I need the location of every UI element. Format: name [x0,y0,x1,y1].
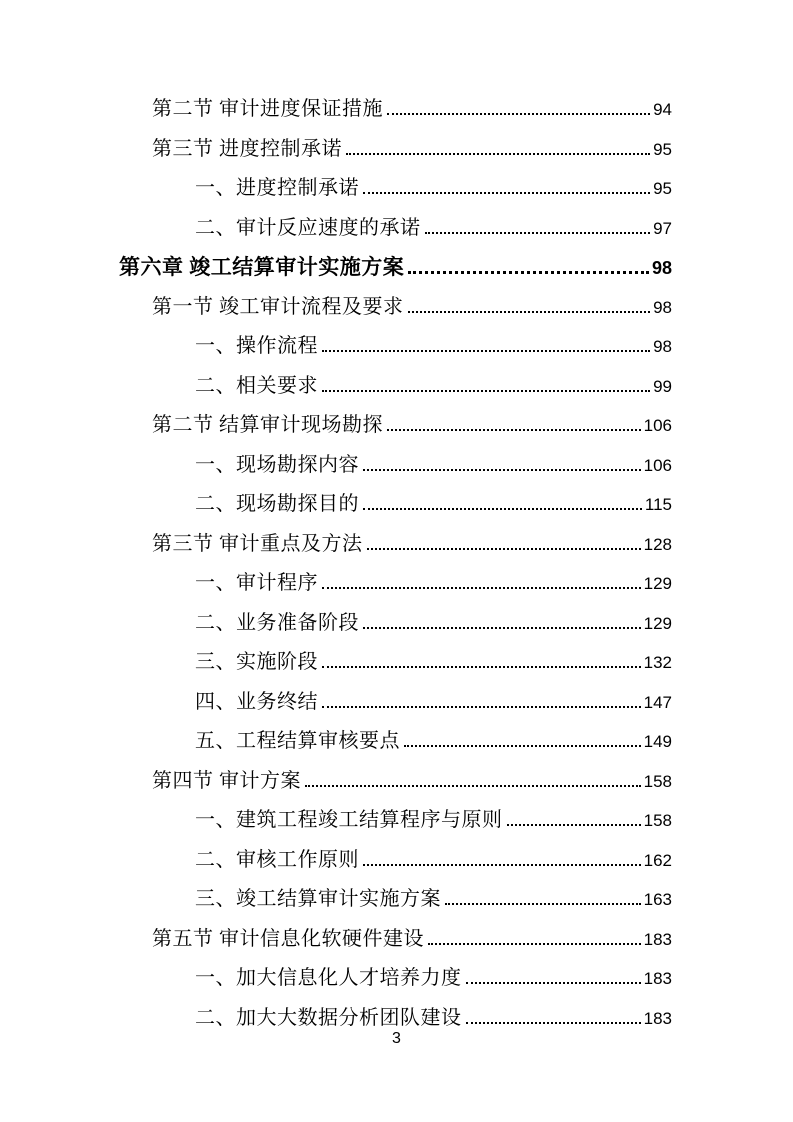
toc-entry-label: 一、加大信息化人才培养力度 [195,967,462,989]
toc-entry-page: 183 [643,969,672,988]
toc-entry[interactable] [195,690,672,715]
toc-entry-label: 四、业务终结 [195,690,318,713]
toc-entry-page: 115 [644,495,672,514]
toc-entry-label: 三、实施阶段 [195,651,318,673]
toc-entry-label: 第二节 审计进度保证措施 [152,98,383,120]
toc-dot-leader [363,192,650,194]
toc-entry-page: 98 [653,337,672,356]
toc-entry-page: 106 [643,455,672,475]
toc-entry-page: 129 [643,574,672,593]
toc-entry[interactable] [195,334,672,359]
toc-entry-label: 二、现场勘探目的 [195,493,359,515]
toc-entry-page: 158 [643,811,672,830]
toc-entry-label: 一、建筑工程竣工结算程序与原则 [195,809,503,831]
toc-entry-label: 第二节 结算审计现场勘探 [152,414,383,436]
toc-entry-label: 第五节 审计信息化软硬件建设 [152,927,424,950]
toc-entry-label: 第三节 审计重点及方法 [152,532,363,555]
toc-entry-page: 183 [643,1008,672,1028]
toc-dot-leader [466,1022,641,1024]
toc-dot-leader [363,508,642,510]
toc-entry-label: 第一节 竣工审计流程及要求 [152,295,404,318]
toc-entry[interactable] [152,927,672,952]
toc-entry[interactable] [195,492,672,517]
toc-entry[interactable] [152,295,672,320]
toc-dot-leader [305,785,641,787]
toc-entry[interactable] [195,650,672,675]
toc-entry[interactable] [152,532,672,557]
toc-entry-label: 第六章 竣工结算审计实施方案 [119,255,405,279]
toc-entry[interactable] [195,216,672,241]
toc-entry-label: 一、现场勘探内容 [195,453,359,476]
toc-entry-page: 106 [643,416,672,435]
toc-entry[interactable] [195,848,672,873]
toc-entry[interactable] [152,97,672,122]
toc-dot-leader [367,548,641,550]
toc-entry-page: 183 [643,929,672,949]
toc-entry-label: 一、审计程序 [195,572,318,594]
toc-entry-page: 97 [653,218,672,238]
toc-entry-page: 162 [643,850,672,870]
toc-dot-leader [404,745,641,747]
toc-entry[interactable] [152,137,672,162]
toc-dot-leader [445,903,641,905]
toc-entry[interactable] [195,453,672,478]
toc-entry-page: 149 [643,732,672,751]
toc-dot-leader [507,824,641,826]
toc-entry[interactable] [195,729,672,754]
toc-entry[interactable] [195,374,672,399]
toc-entry-label: 一、进度控制承诺 [195,177,359,199]
toc-entry-page: 129 [643,613,672,633]
toc-entry-label: 一、操作流程 [195,335,318,357]
toc-dot-leader [466,982,641,984]
page-number: 3 [392,1030,401,1047]
toc-entry-label: 三、竣工结算审计实施方案 [195,888,441,910]
toc-entry-label: 二、审计反应速度的承诺 [195,216,421,239]
toc-entry-label: 第四节 审计方案 [152,769,301,792]
toc-entry-label: 第三节 进度控制承诺 [152,137,342,160]
toc-dot-leader [408,271,649,274]
toc-entry[interactable] [195,571,672,596]
toc-entry[interactable] [152,413,672,438]
toc-dot-leader [322,706,641,708]
toc-dot-leader [322,350,650,352]
toc-entry-page: 128 [643,534,672,554]
toc-entry[interactable] [195,1006,672,1031]
toc-dot-leader [428,943,641,945]
toc-entry-label: 二、业务准备阶段 [195,611,359,634]
toc-entry[interactable] [195,611,672,636]
toc-entry-label: 五、工程结算审核要点 [195,730,400,752]
toc-entry-page: 98 [651,258,672,278]
toc-entry-page: 95 [653,139,672,159]
toc-entry-page: 94 [653,100,672,119]
toc-dot-leader [363,469,641,471]
toc-entry[interactable] [195,176,672,201]
toc-entry[interactable] [195,808,672,833]
toc-entry[interactable] [195,887,672,912]
toc-entry-page: 147 [643,692,672,712]
toc-entry[interactable] [152,769,672,794]
toc-entry-page: 163 [643,890,672,909]
toc-entry-label: 二、加大大数据分析团队建设 [195,1006,462,1029]
toc-dot-leader [425,232,651,234]
toc-dot-leader [363,627,641,629]
toc-dot-leader [363,864,641,866]
toc-entry-label: 二、相关要求 [195,374,318,397]
toc-dot-leader [346,153,650,155]
toc-entry-page: 158 [643,771,672,791]
toc-entry[interactable] [119,255,672,280]
toc-dot-leader [387,113,650,115]
toc-dot-leader [322,666,641,668]
toc-entry-page: 95 [653,179,672,198]
toc-dot-leader [408,311,651,313]
toc-entry-page: 132 [643,653,672,672]
toc-entry-page: 99 [653,376,672,396]
toc-dot-leader [322,587,641,589]
toc-entry-label: 二、审核工作原则 [195,848,359,871]
toc-dot-leader [387,429,641,431]
toc-entry[interactable] [195,966,672,991]
toc-dot-leader [322,390,650,392]
toc-entry-page: 98 [653,297,672,317]
